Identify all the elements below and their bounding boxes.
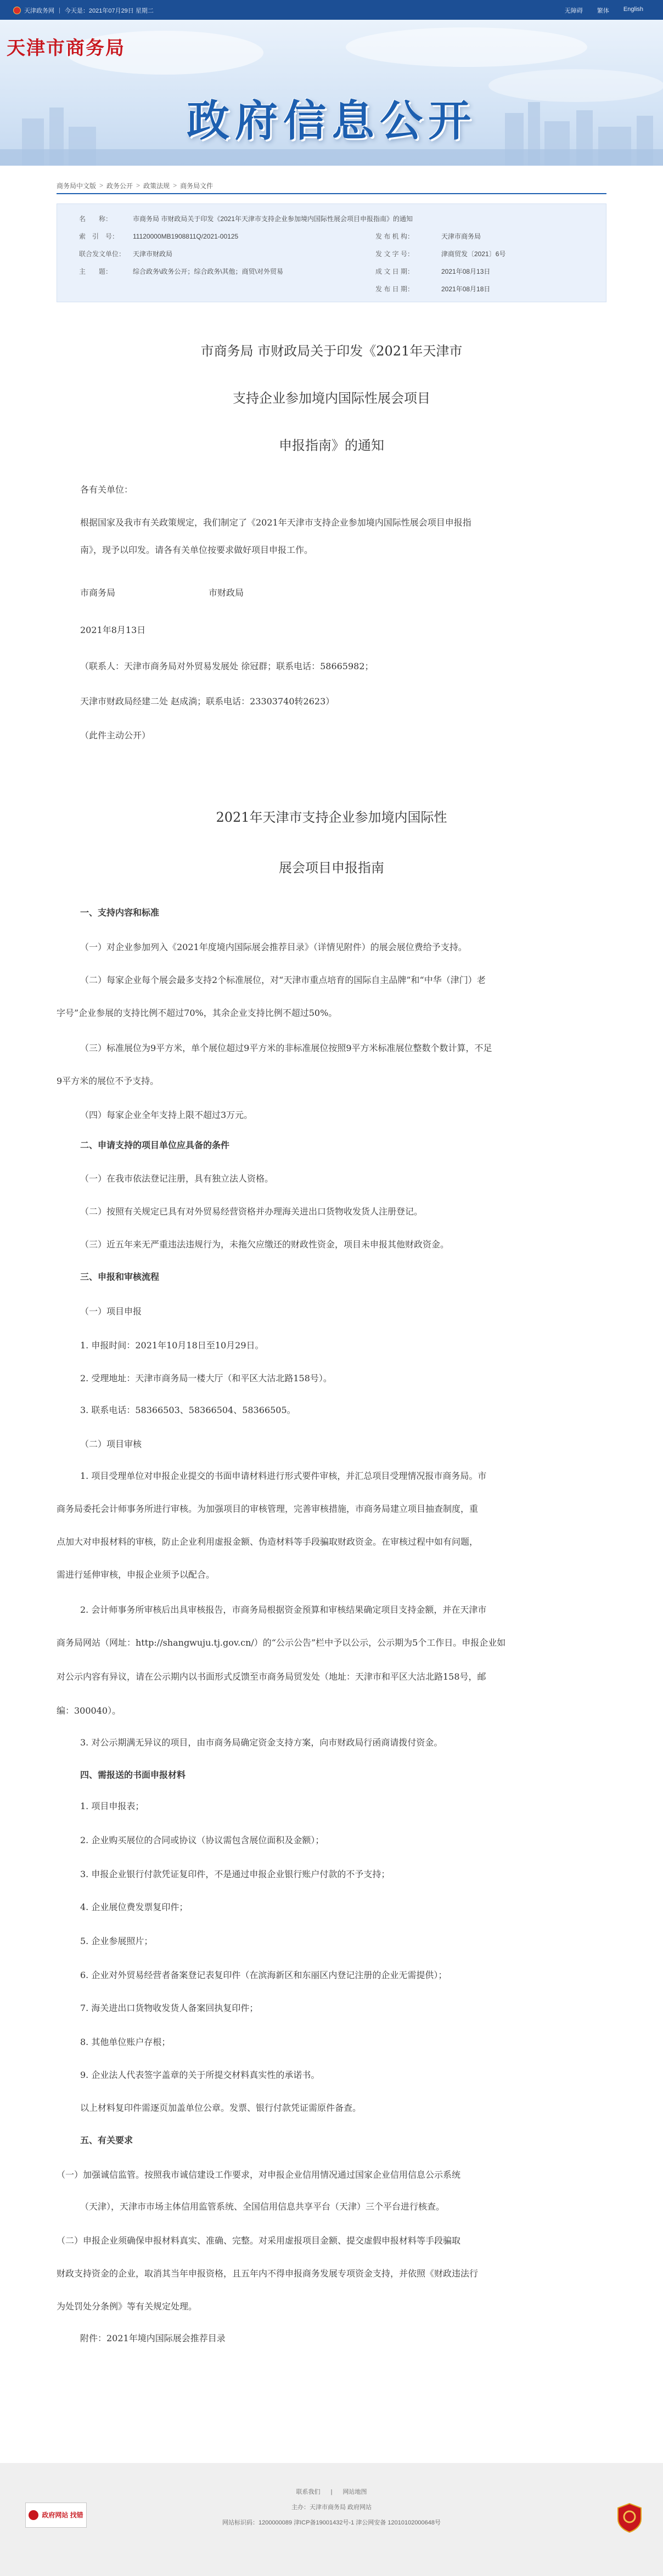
guide-section-heading: 五、有关要求	[80, 2136, 133, 2145]
site-link[interactable]: 天津政务网	[24, 8, 54, 14]
guide-paragraph: 6. 企业对外贸易经营者备案登记表复印件（在滨海新区和东丽区内登记注册的企业无需提供）；	[80, 1970, 447, 1980]
sitemap-link[interactable]: 网站地图	[342, 2489, 367, 2495]
meta-publish-value: 2021年08月18日	[441, 285, 491, 293]
meta-issuer-value: 天津市财政局	[133, 250, 173, 258]
guide-title-line-1: 2021年天津市支持企业参加境内国际性	[216, 810, 447, 825]
guide-paragraph: 以上材料复印件需逐页加盖单位公章。发票、银行付款凭证需原件备查。	[80, 2103, 362, 2113]
guide-paragraph: 财政支持资金的企业，取消其当年申报资格，且五年内不得申报商务发展专项资金支持，并依照《财政违法行	[57, 2268, 479, 2279]
intro-line-1: 根据国家及我市有关政策规定，我们制定了《2021年天津市支持企业参加境内国际性展会项目申报指	[80, 517, 471, 528]
guide-title-line-2: 展会项目申报指南	[279, 860, 384, 875]
salutation: 各有关单位：	[80, 484, 133, 495]
guide-paragraph: 7. 海关进出口货物收发货人备案回执复印件；	[80, 2003, 259, 2013]
guide-paragraph: （二）每家企业每个展会最多支持2个标准展位，对“天津市重点培育的国际自主品牌”和“中华（津门）老	[80, 975, 486, 985]
guide-paragraph: 1. 项目受理单位对申报企业提交的书面申请材料进行形式要件审核，并汇总项目受理情况报市商务局。市	[80, 1471, 487, 1481]
guide-paragraph: （二）按照有关规定已具有对外贸易经营资格并办理海关进出口货物收发货人注册登记。	[80, 1206, 423, 1217]
guide-paragraph: （一）项目申报	[80, 1306, 142, 1317]
guide-section-heading: 四、需报送的书面申报材料	[80, 1771, 186, 1780]
article-title-line-1: 市商务局 市财政局关于印发《2021年天津市	[200, 343, 463, 359]
meta-docno-value: 津商贸发〔2021〕6号	[441, 250, 506, 258]
guide-paragraph: 8. 其他单位账户存根；	[80, 2037, 171, 2047]
guide-paragraph: 3. 申报企业银行付款凭证复印件，不是通过申报企业银行账户付款的不予支持；	[80, 1869, 390, 1879]
meta-index-value: 11120000MB1908811Q/2021-00125	[133, 233, 239, 240]
sender-finance: 市财政局	[209, 587, 244, 598]
error-report-badge[interactable]	[25, 2502, 87, 2528]
meta-label: 索 引 号：	[79, 233, 119, 240]
guide-paragraph: （四）每家企业全年支持上限不超过3万元。	[80, 1110, 253, 1120]
guide-section-heading: 一、支持内容和标准	[80, 908, 160, 918]
guide-paragraph: 为处罚处分条例》等有关规定处理。	[57, 2301, 198, 2312]
guide-paragraph: 2. 受理地址：天津市商务局一楼大厅（和平区大沽北路158号）。	[80, 1373, 332, 1383]
guide-paragraph: （一）在我市依法登记注册，具有独立法人资格。	[80, 1173, 274, 1184]
guide-paragraph: 2. 会计师事务所审核后出具审核报告，市商务局根据资金预算和审核结果确定项目支持金额，并在天津市	[80, 1605, 487, 1615]
guide-paragraph: 3. 对公示期满无异议的项目，由市商务局确定资金支持方案，向市财政局行函商请拨付资金。	[80, 1737, 443, 1748]
banner-title: 政府信息公开	[186, 97, 476, 146]
accessibility-link[interactable]: 无障碍	[564, 8, 583, 14]
public-note: （此件主动公开）	[80, 730, 151, 741]
breadcrumb-docs[interactable]: 商务局文件	[180, 182, 213, 190]
english-link[interactable]: English	[623, 6, 643, 13]
guide-paragraph: （一）对企业参加列入《2021年度境内国际展会推荐目录》（详情见附件）的展会展位费给予支持。	[80, 942, 467, 952]
intro-line-2: 南》，现予以印发。请各有关单位按要求做好项目申报工作。	[80, 545, 313, 555]
guide-paragraph: 4. 企业展位费发票复印件；	[80, 1902, 188, 1912]
notice-date: 2021年8月13日	[80, 625, 146, 635]
guide-paragraph: 3. 联系电话：58366503、58366504、58366505。	[80, 1405, 296, 1415]
guide-paragraph: 点加大对申报材料的审核，防止企业利用虚报金额、伪造材料等手段骗取财政资金。在审核过程中如有问题，	[57, 1536, 479, 1547]
guide-paragraph: （一）加强诚信监管。按照我市诚信建设工作要求，对申报企业信用情况通过国家企业信用信息公示系统	[57, 2170, 461, 2180]
guide-paragraph: 编：300040）。	[57, 1705, 121, 1716]
breadcrumb-underline	[57, 193, 606, 194]
article-title-line-3: 申报指南》的通知	[279, 438, 384, 453]
site-logo[interactable]: 天津市商务局	[7, 37, 125, 59]
meta-label: 名 称：	[79, 215, 113, 223]
guide-paragraph: 2. 企业购买展位的合同或协议（协议需包含展位面积及金额）；	[80, 1835, 324, 1845]
sender-commerce: 市商务局	[80, 587, 116, 598]
badge-icon	[29, 2510, 38, 2520]
top-bar	[0, 0, 663, 20]
guide-paragraph: 1. 申报时间：2021年10月18日至10月29日。	[80, 1340, 264, 1351]
guide-section-heading: 三、申报和审核流程	[80, 1273, 160, 1282]
guide-paragraph: 附件：2021年境内国际展会推荐目录	[80, 2333, 226, 2343]
meta-label: 主 题：	[79, 268, 113, 275]
guide-paragraph: （三）标准展位为9平方米，单个展位超过9平方米的非标准展位按照9平方米标准展位整数个数计算，不足	[80, 1043, 492, 1053]
meta-label: 联合发文单位：	[79, 250, 126, 258]
guide-paragraph: 9平方米的展位不予支持。	[57, 1076, 159, 1086]
guide-paragraph: 商务局委托会计师事务所进行审核。为加强项目的审核管理，完善审核措施，市商务局建立项目抽查制度，重	[57, 1504, 479, 1514]
breadcrumb	[57, 180, 606, 191]
breadcrumb-separator: >	[99, 182, 104, 189]
meta-label: 成 文 日 期：	[375, 268, 414, 275]
footer	[0, 2463, 663, 2576]
top-bar-links	[565, 6, 643, 15]
breadcrumb-separator: >	[136, 182, 141, 189]
traditional-link[interactable]: 繁体	[597, 8, 609, 14]
footer-links	[0, 2487, 663, 2496]
party-emblem-icon[interactable]	[616, 2502, 643, 2533]
date-text: 今天是：2021年07月29日 星期二	[64, 8, 154, 14]
guide-paragraph: （二）项目审核	[80, 1439, 142, 1449]
guide-paragraph: 5. 企业参展照片；	[80, 1936, 153, 1946]
footer-sponsor: 主办：天津市商务局 政府网站	[291, 2504, 372, 2511]
article-title-line-2: 支持企业参加境内国际性展会项目	[233, 391, 430, 406]
emblem-icon	[13, 7, 21, 14]
guide-paragraph: 9. 企业法人代表签字盖章的关于所提交材料真实性的承诺书。	[80, 2070, 320, 2080]
breadcrumb-gov-open[interactable]: 政务公开	[106, 182, 133, 190]
guide-paragraph: 对公示内容有异议，请在公示期内以书面形式反馈至市商务局贸发处（地址：天津市和平区大沽北路158号，邮	[57, 1671, 486, 1682]
divider: |	[59, 7, 60, 14]
breadcrumb-separator: >	[173, 182, 177, 189]
contact-line-2: 天津市财政局经建二处 赵成淌；联系电话：23303740转2623）	[80, 696, 335, 707]
contact-us-link[interactable]: 联系我们	[296, 2489, 321, 2495]
guide-paragraph: （天津），天津市市场主体信用监管系统、全国信用信息共享平台（天津）三个平台进行核查。	[80, 2201, 445, 2212]
meta-org-value: 天津市商务局	[441, 233, 481, 240]
meta-label: 发 布 机 构：	[375, 233, 414, 240]
guide-paragraph: （二）申报企业须确保申报材料真实、准确、完整。对采用虚报项目金额、提交虚假申报材料等手段骗取	[57, 2235, 461, 2246]
footer-divider: |	[330, 2489, 333, 2495]
guide-paragraph: 需进行延伸审核，申报企业须予以配合。	[57, 1569, 215, 1580]
meta-written-value: 2021年08月13日	[441, 268, 491, 275]
guide-paragraph: 1. 项目申报表；	[80, 1801, 144, 1811]
contact-line-1: （联系人：天津市商务局对外贸易发展处 徐冠群；联系电话：58665982；	[80, 661, 374, 671]
guide-paragraph: 字号”企业参展的支持比例不超过70%，其余企业支持比例不超过50%。	[57, 1008, 338, 1018]
meta-label: 发 文 字 号：	[375, 250, 414, 258]
meta-topic-value: 综合政务\政务公开；综合政务\其他；商贸\对外贸易	[133, 268, 284, 275]
footer-registration: 网站标识码：1200000089 津ICP备19001432号-1 津公网安备 12010102000648号	[222, 2519, 441, 2526]
guide-section-heading: 二、申请支持的项目单位应具备的条件	[80, 1141, 230, 1150]
banner	[0, 20, 663, 166]
meta-label: 发 布 日 期：	[375, 285, 414, 293]
breadcrumb-home[interactable]: 商务局中文版	[57, 182, 97, 190]
guide-paragraph: 商务局网站（网址：http://shangwuju.tj.gov.cn/）的“公示公告”栏中予以公示，公示期为5个工作日。申报企业如	[57, 1637, 506, 1648]
guide-paragraph: （三）近五年来无严重违法违规行为，未拖欠应缴还的财政性资金，项目未申报其他财政资金。	[80, 1239, 450, 1250]
breadcrumb-policy[interactable]: 政策法规	[143, 182, 170, 190]
top-bar-left	[13, 6, 154, 15]
document-meta-table	[57, 204, 606, 302]
badge-label: 政府网站 找错	[42, 2511, 83, 2519]
meta-name-value: 市商务局 市财政局关于印发《2021年天津市支持企业参加境内国际性展会项目申报指南》的通知	[133, 215, 413, 223]
